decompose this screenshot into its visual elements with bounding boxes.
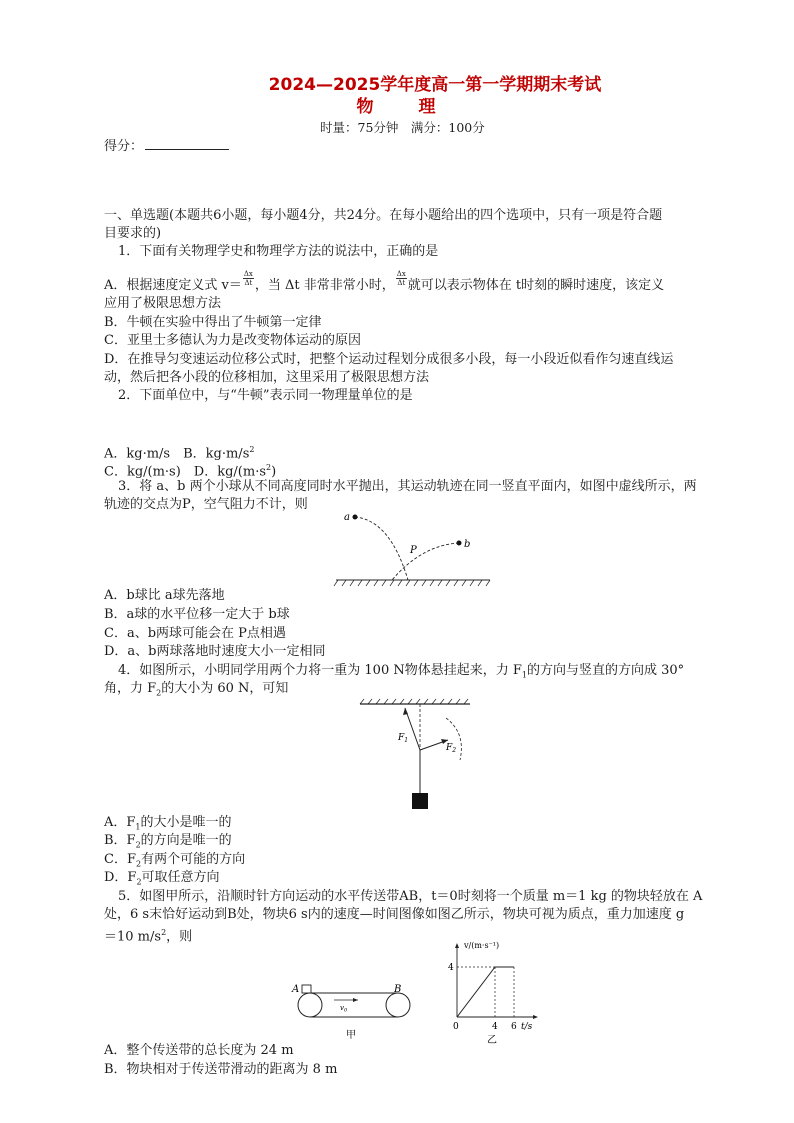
q4-stem-line2: 角，力 $F_2$的大小为 60 N，可知 — [104, 681, 289, 698]
q5-stem-line3: ＝10 $m/s^2$，则 — [104, 928, 193, 945]
pulley-left — [298, 993, 322, 1017]
q5-option-a: A．整个传送带的总长度为 24 m — [104, 1043, 294, 1058]
q2-stem: 2．下面单位中，与“牛顿”表示同一物理量单位的是 — [118, 388, 413, 403]
score-blank[interactable] — [145, 137, 229, 150]
q4-option-b: B．$F_2$的方向是唯一的 — [104, 833, 232, 850]
q3-stem-line2: 轨迹的交点为P，空气阻力不计，则 — [104, 497, 308, 512]
yi-tick-x4: 4 — [492, 1022, 498, 1032]
score-field — [104, 135, 229, 154]
q1-option-a: A．根据速度定义式 v＝ $\frac{\Delta x}{\Delta t}$ ，当 Δt 非常非常小时， $\frac{\Delta x}{\Delta t}$ 就可以表示物体在 t时刻的瞬时速度，该定义 — [104, 270, 665, 293]
yi-tick-y4: 4 — [448, 963, 454, 973]
q1-option-c: C．亚里士多德认为力是改变物体运动的原因 — [104, 333, 361, 348]
q3-figure — [330, 505, 495, 590]
q5-option-b: B．物块相对于传送带滑动的距离为 8 m — [104, 1062, 338, 1077]
q3-option-a: A．b球比 a球先落地 — [104, 588, 225, 603]
q4-figure — [350, 698, 480, 816]
q4-option-d: D．$F_2$可取任意方向 — [104, 870, 220, 887]
subject-title: 物 理 — [356, 97, 450, 117]
exam-title: 2024—2025学年度高一第一学期期末考试 — [268, 75, 602, 95]
arrow-f1-head — [403, 708, 408, 715]
q4-label-f1: $F_1$ — [398, 733, 409, 744]
yi-tick-x6: 6 — [511, 1022, 517, 1032]
fraction: $\frac{\Delta x}{\Delta t}$ — [243, 270, 253, 287]
ground-hatch — [334, 580, 490, 586]
q5-stem-line1: 5．如图甲所示，沿顺时针方向运动的水平传送带AB，t＝0时刻将一个质量 m＝1 kg 的物块轻放在 A — [118, 889, 703, 904]
q3-label-a: a — [344, 512, 350, 523]
q1-stem: 1．下面有关物理学史和物理学方法的说法中，正确的是 — [118, 244, 439, 259]
q4-option-a: A．$F_1$的大小是唯一的 — [104, 815, 232, 832]
q2-options-ab: A．kg·m/s B．$kg\cdot m/s^2$ — [104, 445, 255, 462]
q5-stem-line2: 处，6 s末恰好运动到B处，物块6 s内的速度—时间图像如图乙所示，物块可视为质点，重力加速度 g — [104, 907, 685, 922]
q3-label-b: b — [464, 539, 471, 550]
section-heading-line2: 目要求的) — [104, 226, 162, 241]
yi-x-arrowhead — [533, 1015, 538, 1019]
q1-option-b: B．牛顿在实验中得出了牛顿第一定律 — [104, 315, 322, 330]
belt-label-b: B — [394, 984, 402, 995]
pulley-right — [386, 993, 410, 1017]
q1-option-a-line2: 应用了极限思想方法 — [104, 296, 222, 311]
ceiling-hatch — [360, 699, 468, 704]
yi-xlabel: t/s — [521, 1022, 533, 1032]
q4-option-c: C．$F_2$有两个可能的方向 — [104, 852, 246, 869]
caption-jia: 甲 — [346, 1030, 356, 1041]
belt-label-a: A — [292, 984, 300, 995]
yi-y-arrowhead — [455, 943, 459, 948]
exam-meta: 时量：75分钟 满分：100分 — [320, 120, 485, 135]
belt-label-v0: $v_0$ — [340, 1004, 348, 1014]
q1-option-d-line2: 动，然后把各小段的位移相加，这里采用了极限思想方法 — [104, 370, 430, 385]
trajectory-a — [355, 517, 408, 580]
trajectory-b — [392, 543, 459, 580]
belt-block — [302, 985, 311, 993]
q3-option-d: D．a、b两球落地时速度大小一定相同 — [104, 644, 326, 659]
q3-option-c: C．a、b两球可能会在 P点相遇 — [104, 626, 286, 641]
q2-options-cd: C．kg/(m·s) D．$kg/(m\cdot s^2)$ — [104, 463, 277, 480]
q3-option-b: B．a球的水平位移一定大于 b球 — [104, 607, 290, 622]
fraction: $\frac{\Delta x}{\Delta t}$ — [396, 270, 406, 287]
belt-velocity-arrowhead — [353, 998, 358, 1002]
q3-stem-line1: 3．将 a、b 两个小球从不同高度同时水平抛出，其运动轨迹在同一竖直平面内，如图中虚线所示，两 — [118, 479, 697, 494]
caption-yi: 乙 — [487, 1035, 497, 1046]
q4-stem-line1: 4．如图所示，小明同学用两个力将一重为 100 N物体悬挂起来，力 $F_1$的方向与竖直的方向成 30° — [118, 663, 685, 680]
section-heading-line1: 一、单选题(本题共6小题，每小题4分，共24分。在每小题给出的四个选项中，只有一项是符合题 — [104, 208, 663, 223]
q5-figure-yi — [440, 935, 550, 1047]
score-label: 得分： — [104, 139, 144, 154]
q4-label-f2: $F_2$ — [446, 743, 457, 754]
hanging-block — [412, 793, 428, 809]
yi-tick-x0: 0 — [453, 1022, 459, 1032]
yi-ylabel: v/(m·s⁻¹) — [464, 941, 500, 950]
q5-figure-jia — [288, 980, 418, 1042]
yi-series-line — [457, 967, 514, 1017]
q1-option-d-line1: D．在推导匀变速运动位移公式时，把整个运动过程划分成很多小段，每一小段近似看作匀速直线运 — [104, 352, 674, 367]
q3-label-p: P — [410, 545, 417, 556]
